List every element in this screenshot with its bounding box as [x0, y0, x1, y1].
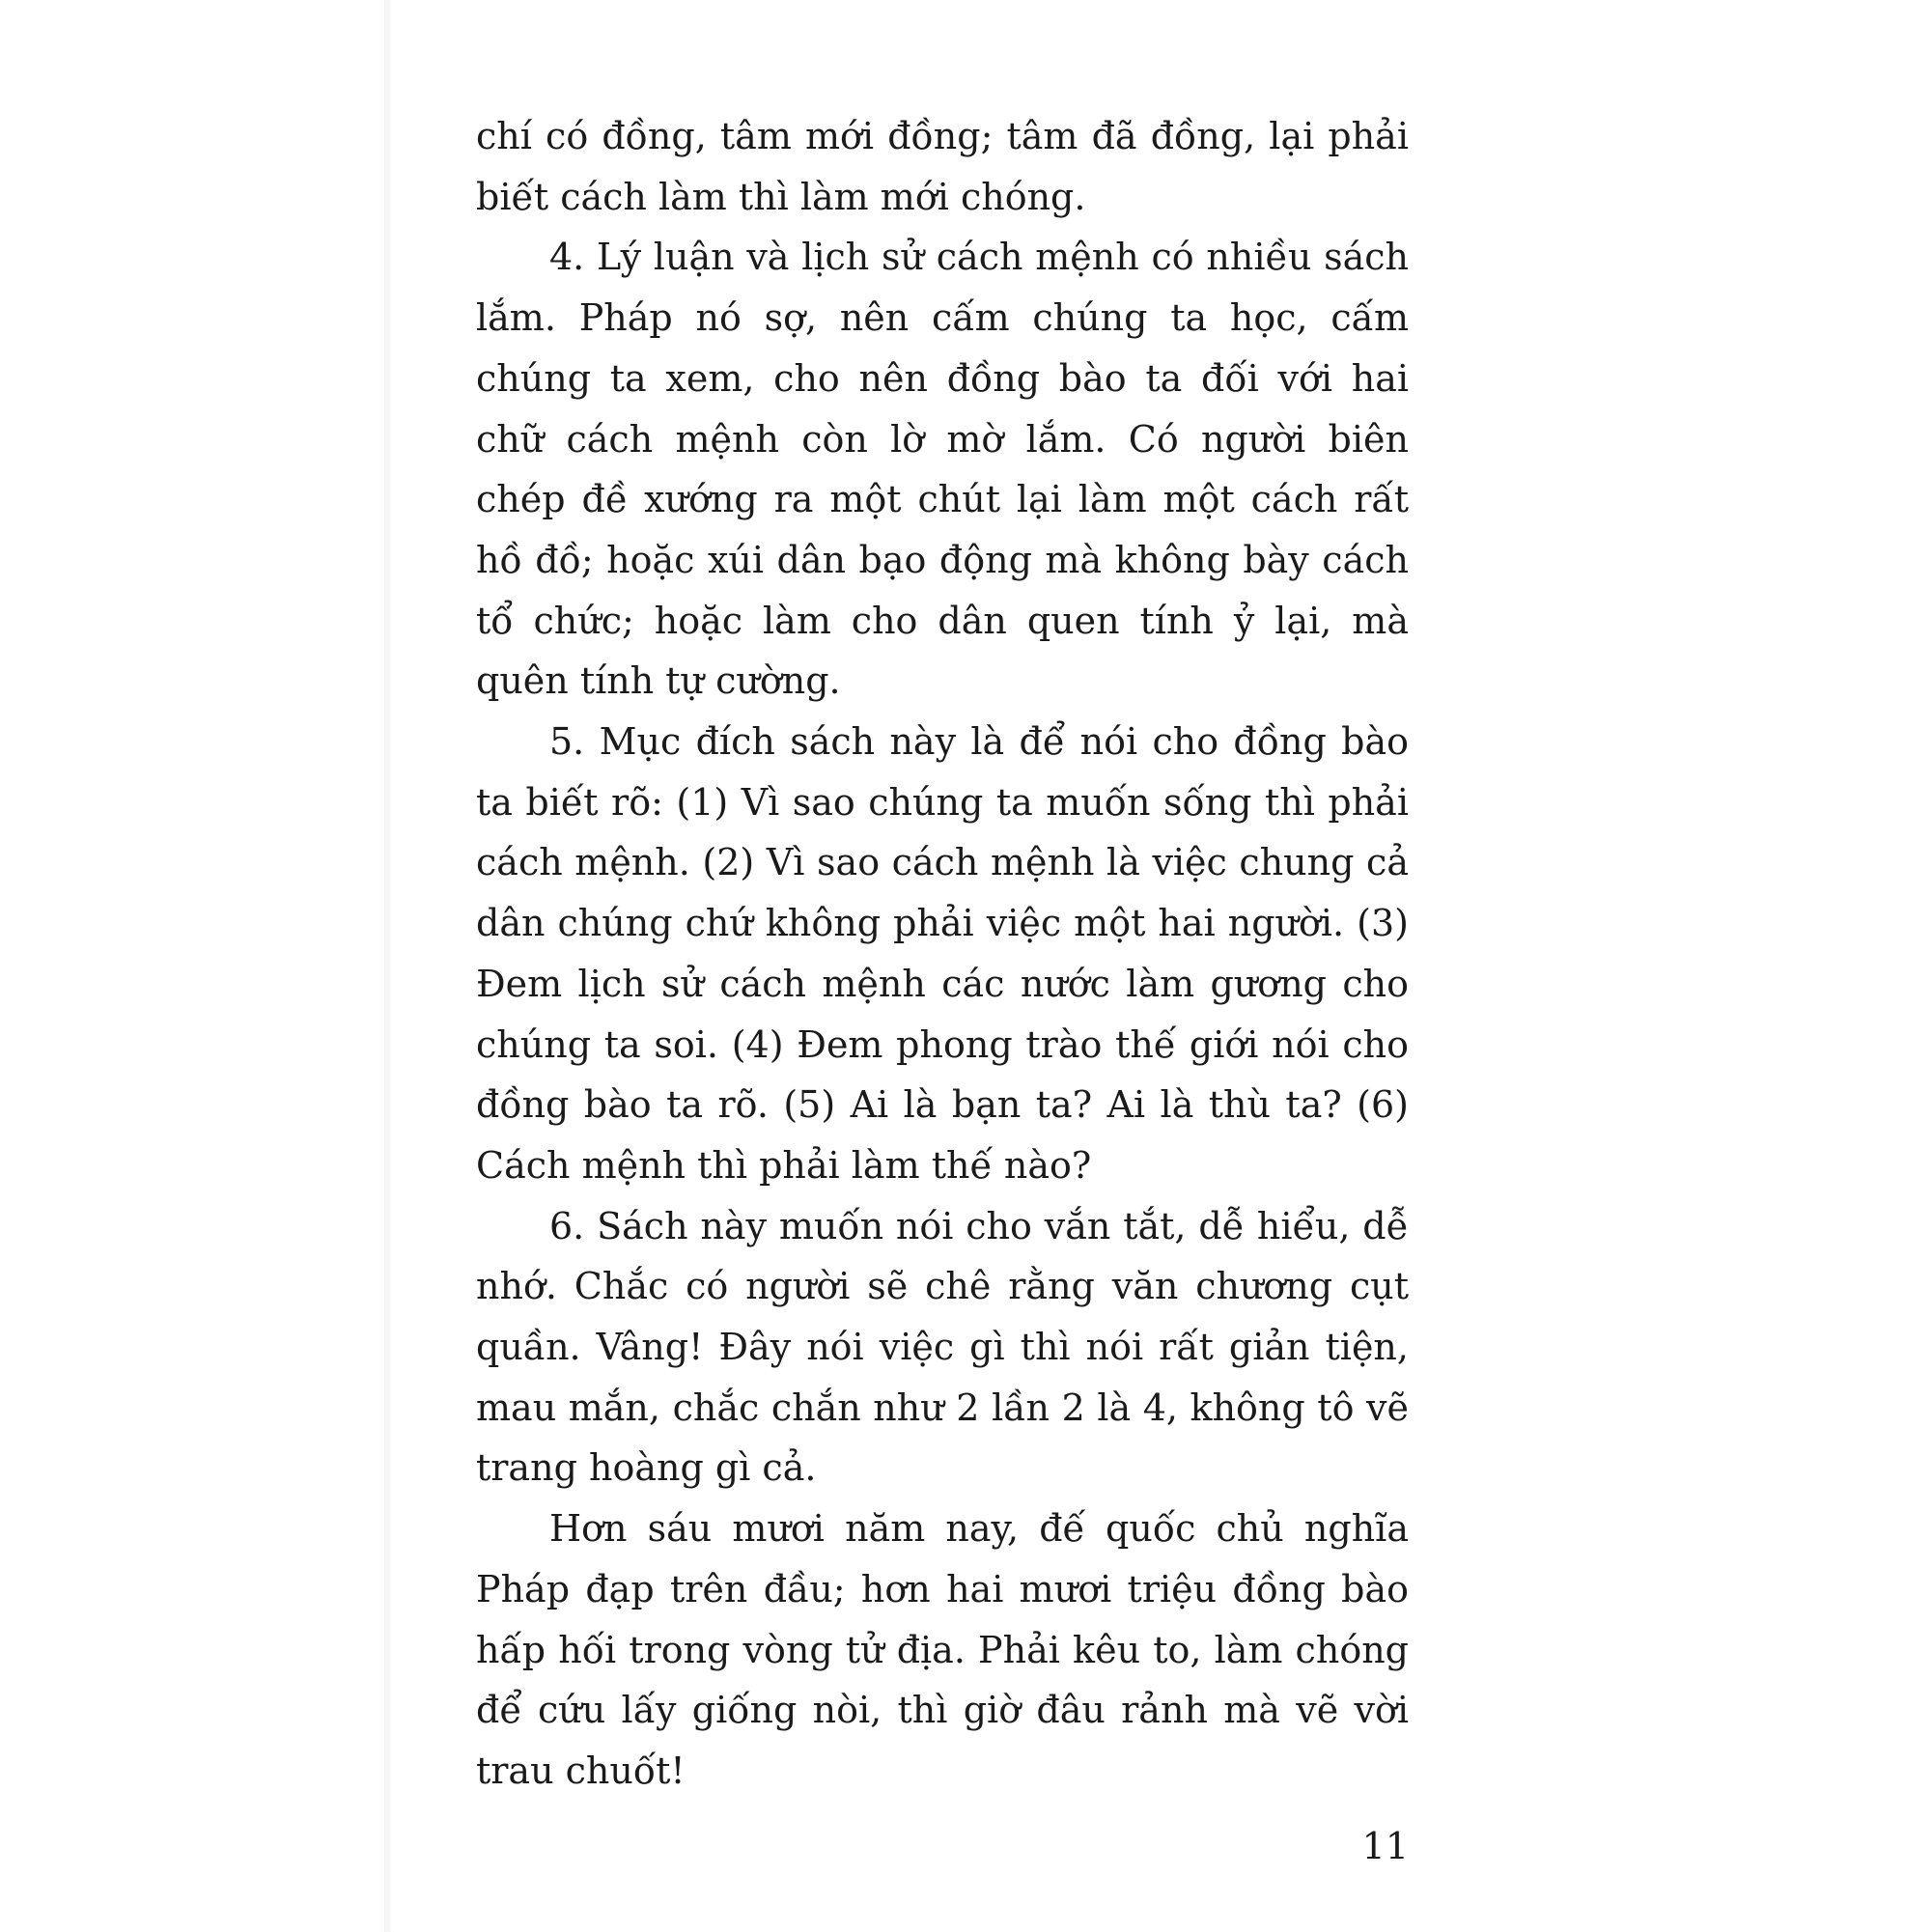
paragraph-point-4: 4. Lý luận và lịch sử cách mệnh có nhiều sách lắm. Pháp nó sợ, nên cấm chúng ta học, cấm chúng ta xem, cho nên đồng bào ta đối với hai chữ cách mệnh còn lờ mờ lắm. Có người biên chép đề xướng ra một chút lại làm một cách rất hồ đồ; hoặc xúi dân bạo động mà không bày cách tổ chức; hoặc làm cho dân quen tính ỷ lại, mà quên tính tự cường. — [476, 236, 1409, 703]
paragraph-continuation: chí có đồng, tâm mới đồng; tâm đã đồng, lại phải biết cách làm thì làm mới chóng. — [476, 115, 1409, 218]
page-body-text — [476, 106, 1409, 1802]
page-number: 11 — [1361, 1825, 1409, 1867]
paragraph-point-6: 6. Sách này muốn nói cho vắn tắt, dễ hiểu, dễ nhớ. Chắc có người sẽ chê rằng văn chương cụt quần. Vâng! Đây nói việc gì thì nói rất giản tiện, mau mắn, chắc chắn như 2 lần 2 là 4, không tô vẽ trang hoàng gì cả. — [476, 1204, 1409, 1490]
paragraph-closing: Hơn sáu mươi năm nay, đế quốc chủ nghĩa Pháp đạp trên đầu; hơn hai mươi triệu đồng bào hấp hối trong vòng tử địa. Phải kêu to, làm chóng để cứu lấy giống nòi, thì giờ đâu rảnh mà vẽ vời trau chuốt! — [476, 1507, 1409, 1792]
paragraph-point-5: 5. Mục đích sách này là để nói cho đồng bào ta biết rõ: (1) Vì sao chúng ta muốn sống thì phải cách mệnh. (2) Vì sao cách mệnh là việc chung cả dân chúng chứ không phải việc một hai người. (3) Đem lịch sử cách mệnh các nước làm gương cho chúng ta soi. (4) Đem phong trào thế giới nói cho đồng bào ta rõ. (5) Ai là bạn ta? Ai là thù ta? (6) Cách mệnh thì phải làm thế nào? — [476, 720, 1409, 1187]
